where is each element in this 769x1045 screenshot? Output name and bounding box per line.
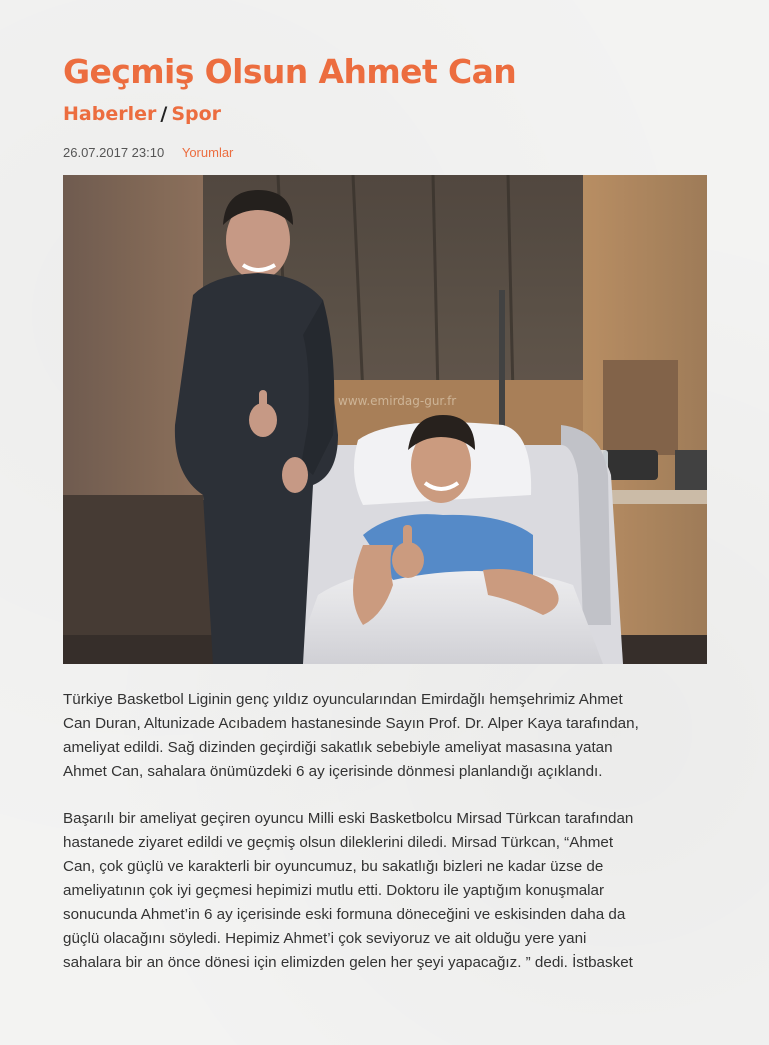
breadcrumb-spor[interactable]: Spor xyxy=(171,103,222,125)
publish-date: 26.07.2017 23:10 xyxy=(63,145,165,160)
breadcrumb xyxy=(63,102,221,126)
article-paragraph-2: Başarılı bir ameliyat geçiren oyuncu Milli eski Basketbolcu Mirsad Türkcan tarafından hastanede ziyaret edildi ve geçmiş olsun dileklerini diledi. Mirsad Türkcan, “Ahmet Can, çok güçlü ve karakterli bir oyuncumuz, bu sakatlığı bizleri ne kadar üzse de ameliyatının çok iyi geçmesi hepimizi mutlu etti. Doktoru ile yaptığım konuşmalar sonucunda Ahmet’in 6 ay içerisinde eski formuna döneceğini ve eskisinden daha da güçlü olacağını söyledi. Hepimiz Ahmet’i çok seviyoruz ve ait olduğu yere yani sahalara bir an önce dönesi için elimizden gelen her şeyi yapacağız. ” dedi. İstbasket xyxy=(63,810,634,971)
photo-watermark: www.emirdag-gur.fr xyxy=(338,394,457,408)
article-meta xyxy=(63,145,233,161)
article-title: Geçmiş Olsun Ahmet Can xyxy=(63,52,517,91)
article-paragraph-1: Türkiye Basketbol Liginin genç yıldız oyuncularından Emirdağlı hemşehrimiz Ahmet Can Duran, Altunizade Acıbadem hastanesinde Sayın Prof. Dr. Alper Kaya tarafından, ameliyat edildi. Sağ dizinden geçirdiği sakatlık sebebiyle ameliyat masasına yatan Ahmet Can, sahalara önümüzdeki 6 ay içerisinde dönmesi planlandığı açıklandı. xyxy=(63,691,639,780)
article-photo xyxy=(63,175,707,664)
breadcrumb-separator: / xyxy=(160,103,168,125)
article-body xyxy=(63,688,723,998)
breadcrumb-haberler[interactable]: Haberler xyxy=(63,103,157,125)
comments-link[interactable]: Yorumlar xyxy=(181,145,234,160)
